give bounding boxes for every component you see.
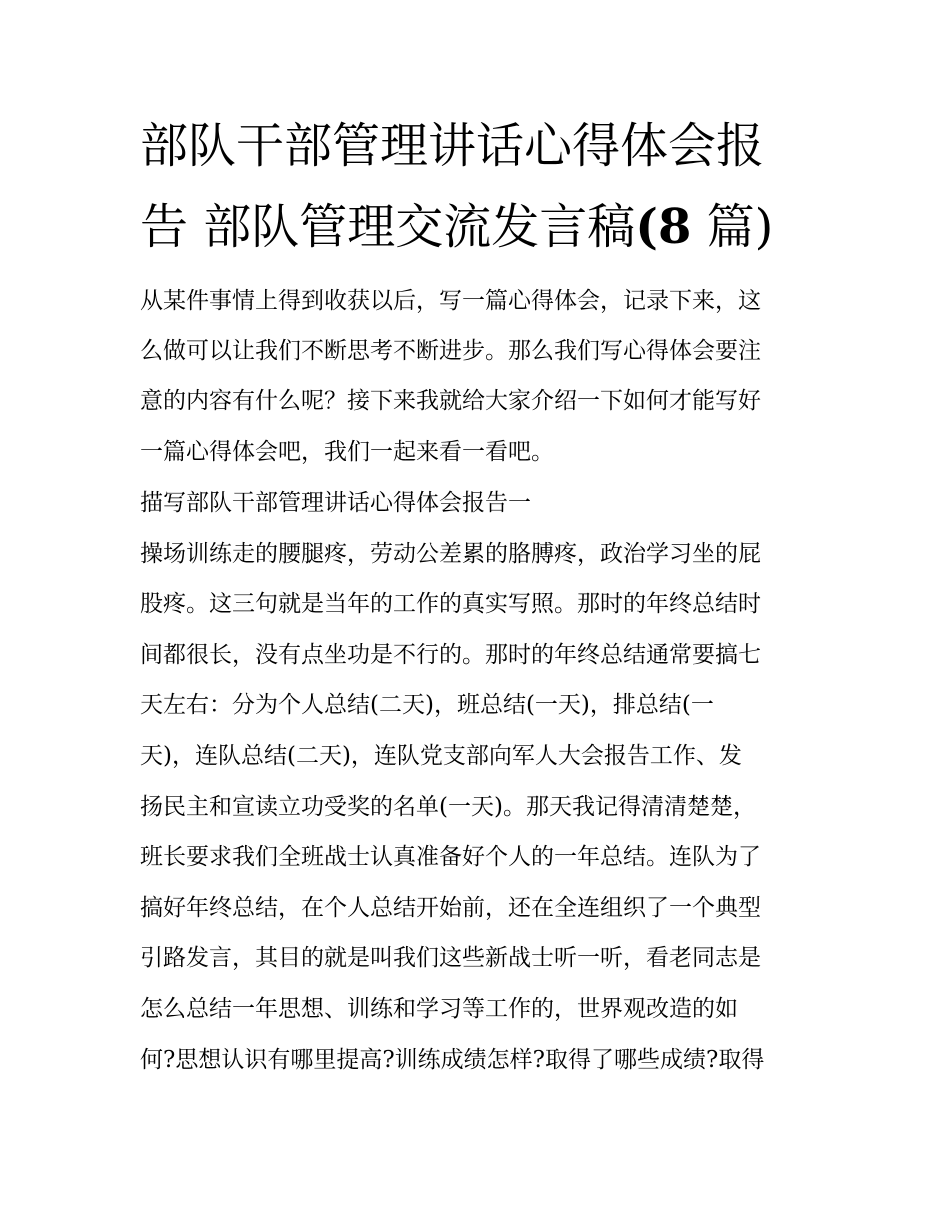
body-line: 何?思想认识有哪里提高?训练成绩怎样?取得了哪些成绩?取得 [140,1047,765,1073]
intro-line: 从某件事情上得到收获以后，写一篇心得体会，记录下来，这 [140,288,761,314]
intro-line: 么做可以让我们不断思考不断进步。那么我们写心得体会要注 [140,338,761,364]
body-line: 间都很长，没有点坐功是不行的。那时的年终总结通常要搞七 [140,642,761,668]
body-line: 天)，连队总结(二天)，连队党支部向军人大会报告工作、发 [140,743,742,769]
title-line-2-text: 告 部队管理交流发言稿 [140,199,636,255]
intro-line: 意的内容有什么呢？接下来我就给大家介绍一下如何才能写好 [140,388,761,414]
body-line: 股疼。这三句就是当年的工作的真实写照。那时的年终总结时 [140,591,761,617]
title-count: (8 [635,199,692,255]
body-line: 班长要求我们全班战士认真准备好个人的一年总结。连队为了 [140,844,761,870]
title-count-suffix: 篇) [691,199,774,255]
body-line: 操场训练走的腰腿疼，劳动公差累的胳膊疼，政治学习坐的屁 [140,541,761,567]
section-heading: 描写部队干部管理讲话心得体会报告一 [140,490,531,516]
body-line: 引路发言，其目的就是叫我们这些新战士听一听，看老同志是 [140,945,761,971]
page-title-line-2 [140,199,774,255]
intro-line: 一篇心得体会吧，我们一起来看一看吧。 [140,439,554,465]
body-line: 扬民主和宣读立功受奖的名单(一天)。那天我记得清清楚楚， [140,794,756,820]
body-line: 搞好年终总结，在个人总结开始前，还在全连组织了一个典型 [140,895,761,921]
page-title-line-1: 部队干部管理讲话心得体会报 [140,118,765,174]
body-line: 怎么总结一年思想、训练和学习等工作的，世界观改造的如 [140,996,738,1022]
body-line: 天左右：分为个人总结(二天)，班总结(一天)，排总结(一 [140,692,714,718]
